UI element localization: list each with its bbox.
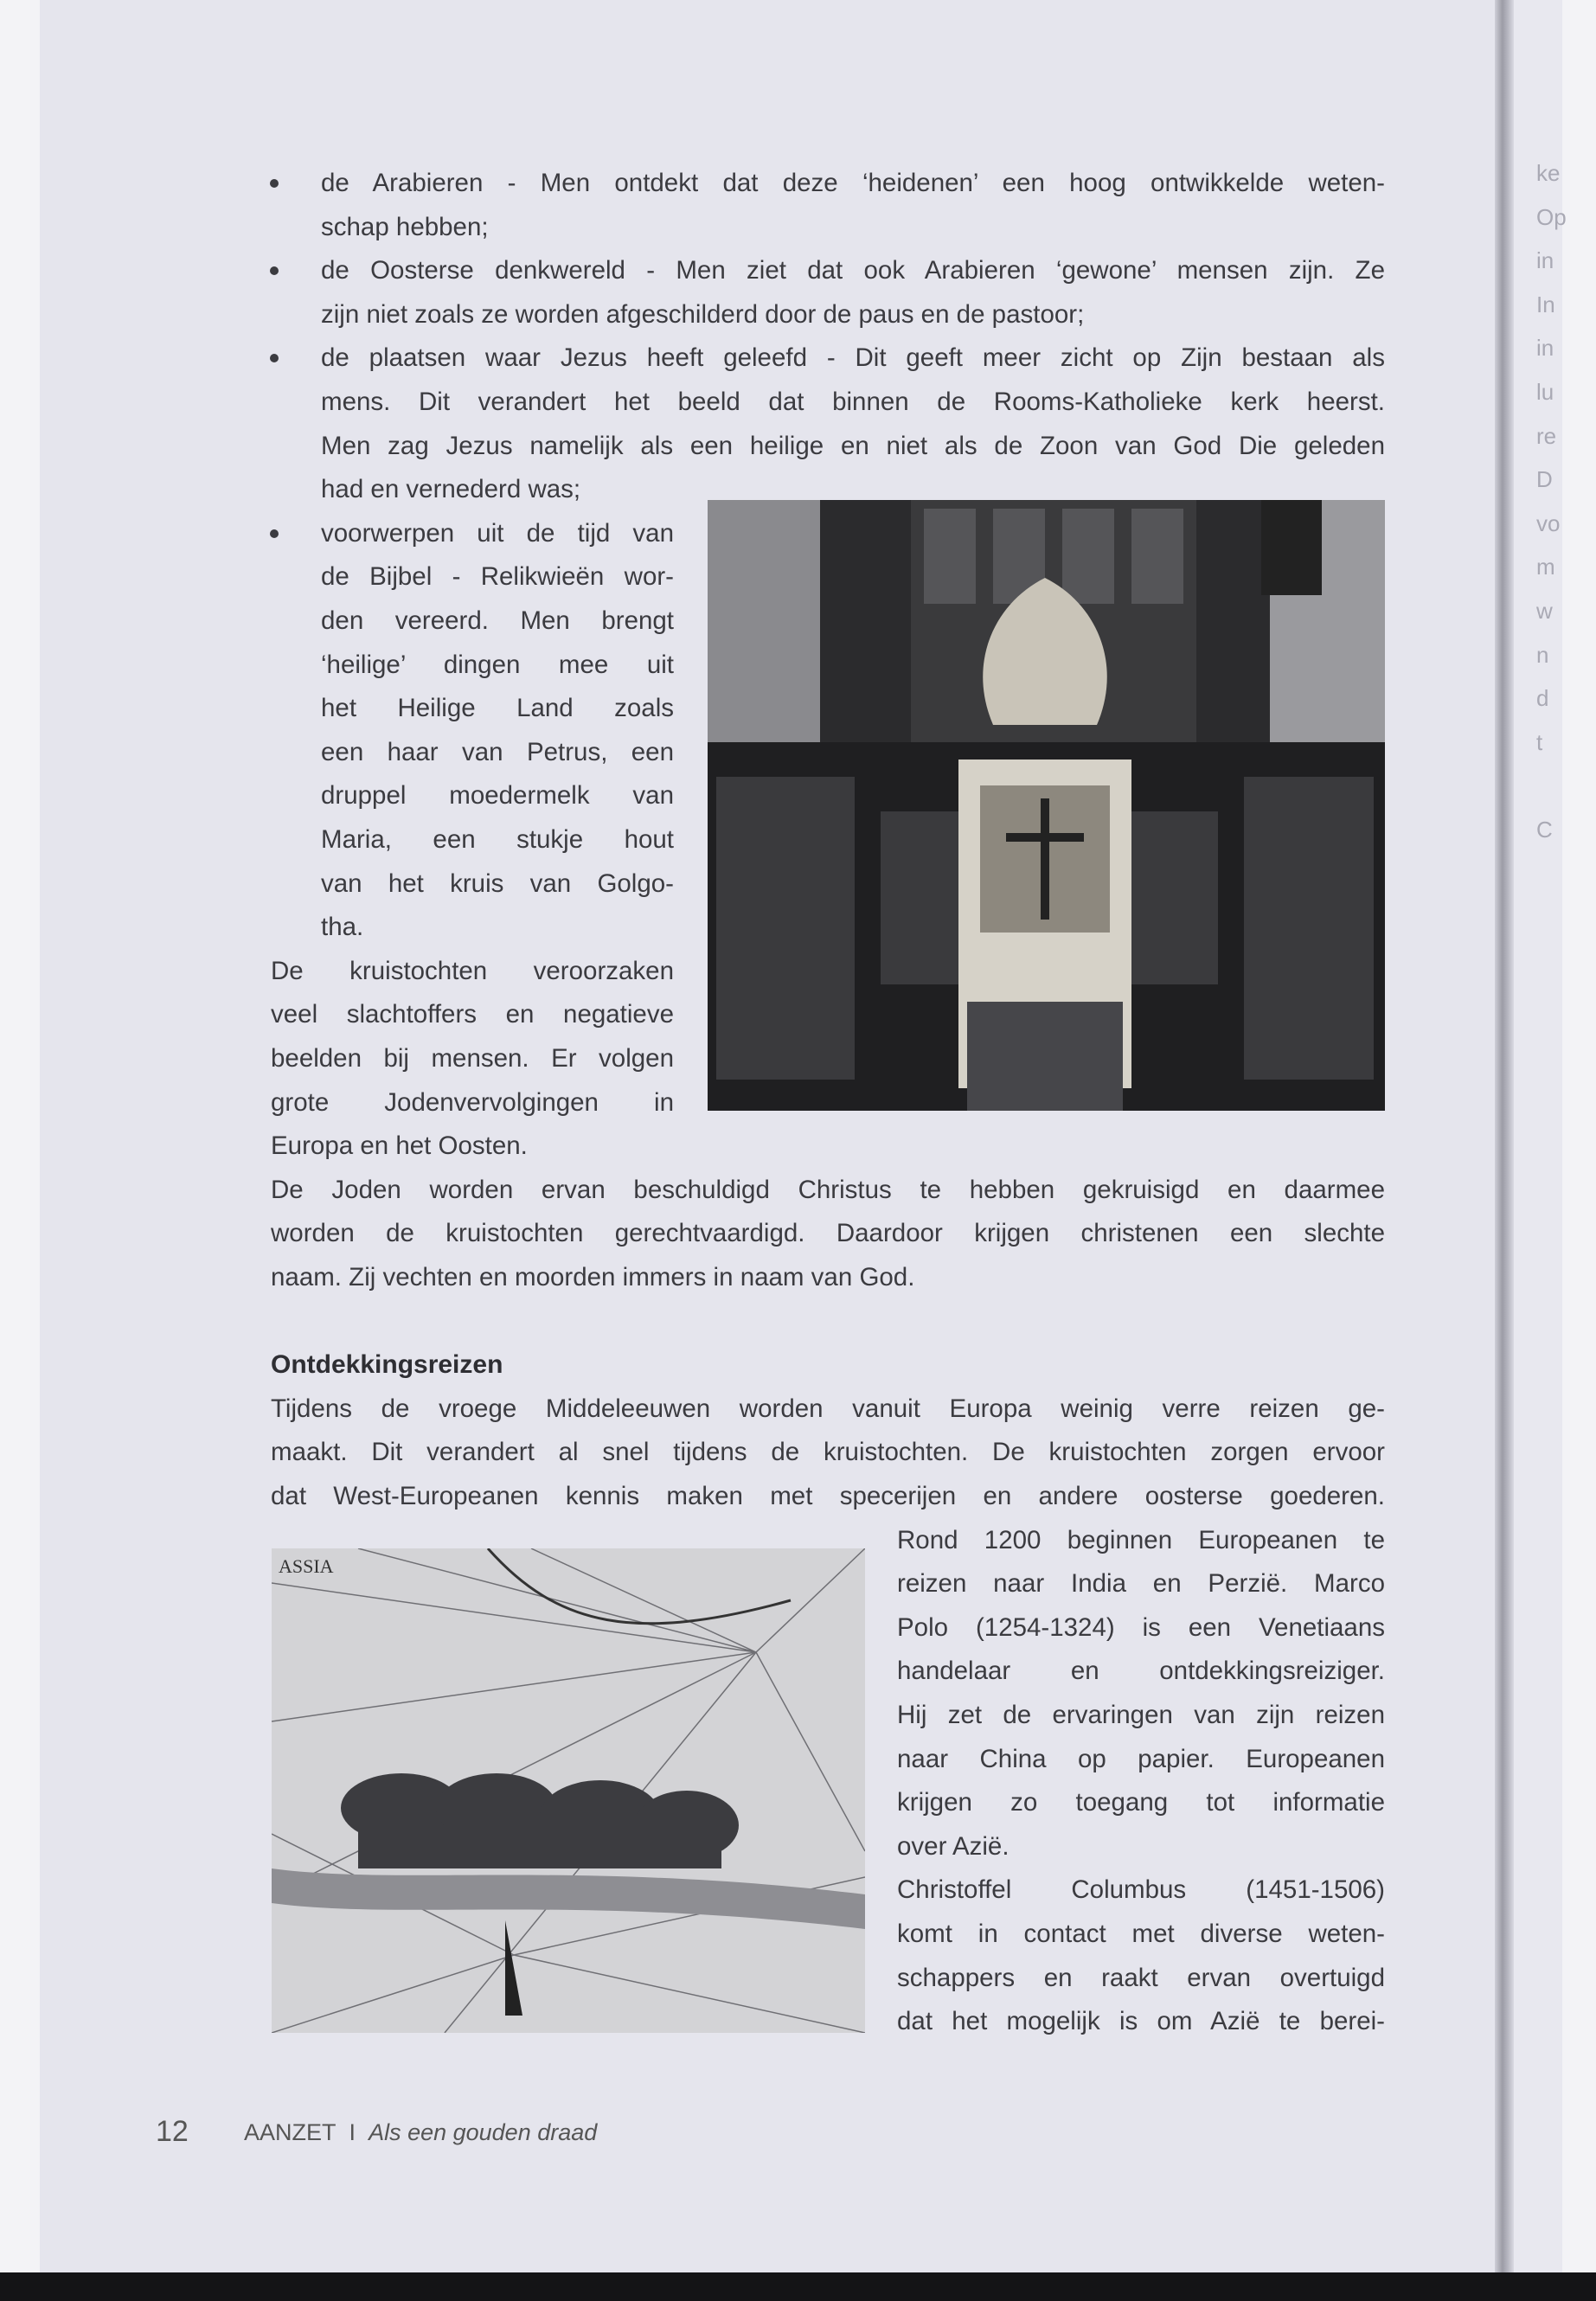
section-column-line: Christoffel Columbus (1451-1506) bbox=[897, 1875, 1385, 1905]
next-page-text-fragment: Op bbox=[1536, 203, 1567, 230]
next-page-text-fragment: vo bbox=[1536, 510, 1561, 536]
next-page-text-fragment: w bbox=[1536, 598, 1553, 624]
book-title: Als een gouden draad bbox=[369, 2119, 598, 2145]
paragraph-line: grote Jodenvervolgingen in bbox=[271, 1087, 674, 1117]
bullet-text-line: Men zag Jezus namelijk als een heilige en niet als de Zoon van God Die geleden bbox=[321, 431, 1385, 460]
next-page-text-fragment: d bbox=[1536, 685, 1549, 712]
bullet-text-line: schap hebben; bbox=[321, 212, 489, 241]
bullet-text-line: had en vernederd was; bbox=[321, 475, 581, 504]
section-intro-line: dat West-Europeanen kennis maken met specerijen en andere oosterse goederen. bbox=[271, 1482, 1385, 1510]
bullet-text-line: de Bijbel - Relikwieën wor- bbox=[321, 562, 674, 592]
paragraph-line: beelden bij mensen. Er volgen bbox=[271, 1044, 674, 1073]
next-page-text-fragment: in bbox=[1536, 247, 1554, 274]
section-column-line: reizen naar India en Perzië. Marco bbox=[897, 1569, 1385, 1599]
bullet-text-line: zijn niet zoals ze worden afgeschilderd door de paus en de pastoor; bbox=[321, 299, 1085, 329]
paragraph-line: De Joden worden ervan beschuldigd Christus te hebben gekruisigd en daarmee bbox=[271, 1175, 1385, 1204]
page-number: 12 bbox=[156, 2115, 189, 2148]
next-page-text-fragment: t bbox=[1536, 728, 1543, 755]
section-intro-line: maakt. Dit verandert al snel tijdens de kruistochten. De kruistochten zorgen ervoor bbox=[271, 1438, 1385, 1467]
bullet-text-line: druppel moedermelk van bbox=[321, 781, 674, 811]
map-catalan-atlas bbox=[272, 1548, 865, 2033]
bullet-text-line: van het kruis van Golgo- bbox=[321, 868, 674, 898]
bullet-text-line: mens. Dit verandert het beeld dat binnen de Rooms-Katholieke kerk heerst. bbox=[321, 388, 1385, 416]
bullet-icon bbox=[270, 179, 279, 188]
section-column-line: Hij zet de ervaringen van zijn reizen bbox=[897, 1701, 1385, 1729]
next-page-text-fragment: m bbox=[1536, 554, 1555, 580]
section-column-line: naar China op papier. Europeanen bbox=[897, 1744, 1385, 1773]
next-page-text-fragment: re bbox=[1536, 422, 1557, 449]
map-label: ASSIA bbox=[279, 1555, 334, 1577]
section-column-line: handelaar en ontdekkingsreiziger. bbox=[897, 1657, 1385, 1686]
section-column-line: komt in contact met diverse weten- bbox=[897, 1920, 1385, 1948]
bullet-icon bbox=[270, 529, 279, 538]
next-page-text-fragment: In bbox=[1536, 291, 1555, 317]
running-footer bbox=[244, 2119, 597, 2146]
bullet-text-line: den vereerd. Men brengt bbox=[321, 606, 674, 635]
bullet-text-line: een haar van Petrus, een bbox=[321, 737, 674, 766]
bullet-text-line: het Heilige Land zoals bbox=[321, 694, 674, 723]
paragraph-line: veel slachtoffers en negatieve bbox=[271, 1000, 674, 1029]
series-name: AANZET bbox=[244, 2119, 337, 2145]
next-page-text-fragment: ke bbox=[1536, 160, 1561, 186]
next-page-text-fragment: C bbox=[1536, 817, 1553, 843]
paragraph-line: naam. Zij vechten en moorden immers in naam van God. bbox=[271, 1263, 915, 1292]
paragraph-line: Europa en het Oosten. bbox=[271, 1131, 528, 1161]
paragraph-line: De kruistochten veroorzaken bbox=[271, 956, 674, 985]
bullet-text-line: de Oosterse denkwereld - Men ziet dat ook Arabieren ‘gewone’ mensen zijn. Ze bbox=[321, 256, 1385, 285]
section-heading: Ontdekkingsreizen bbox=[271, 1350, 503, 1379]
bullet-text-line: de Arabieren - Men ontdekt dat deze ‘heidenen’ een hoog ontwikkelde weten- bbox=[321, 169, 1385, 197]
bullet-text-line: tha. bbox=[321, 913, 364, 942]
section-column-line: over Azië. bbox=[897, 1831, 1010, 1861]
paragraph-line: worden de kruistochten gerechtvaardigd. Daardoor krijgen christenen een slechte bbox=[271, 1219, 1385, 1248]
bullet-text-line: de plaatsen waar Jezus heeft geleefd - Dit geeft meer zicht op Zijn bestaan als bbox=[321, 343, 1385, 373]
bullet-text-line: voorwerpen uit de tijd van bbox=[321, 518, 674, 548]
bullet-text-line: ‘heilige’ dingen mee uit bbox=[321, 650, 674, 679]
book-spine bbox=[1495, 0, 1514, 2272]
section-column-line: Rond 1200 beginnen Europeanen te bbox=[897, 1525, 1385, 1554]
section-column-line: schappers en raakt ervan overtuigd bbox=[897, 1963, 1385, 1992]
section-column-line: dat het mogelijk is om Azië te berei- bbox=[897, 2007, 1385, 2036]
next-page-text-fragment: in bbox=[1536, 335, 1554, 362]
bullet-text-line: Maria, een stukje hout bbox=[321, 825, 674, 854]
section-column-line: Polo (1254-1324) is een Venetiaans bbox=[897, 1612, 1385, 1642]
footer-separator: I bbox=[349, 2119, 356, 2145]
photo-relic-chapel bbox=[708, 500, 1385, 1111]
next-page-text-fragment: n bbox=[1536, 641, 1549, 668]
section-intro-line: Tijdens de vroege Middeleeuwen worden vanuit Europa weinig verre reizen ge- bbox=[271, 1394, 1385, 1423]
scan-border bbox=[0, 2272, 1596, 2301]
next-page-text-fragment: D bbox=[1536, 466, 1553, 493]
next-page-text-fragment: lu bbox=[1536, 379, 1554, 405]
section-column-line: krijgen zo toegang tot informatie bbox=[897, 1788, 1385, 1817]
